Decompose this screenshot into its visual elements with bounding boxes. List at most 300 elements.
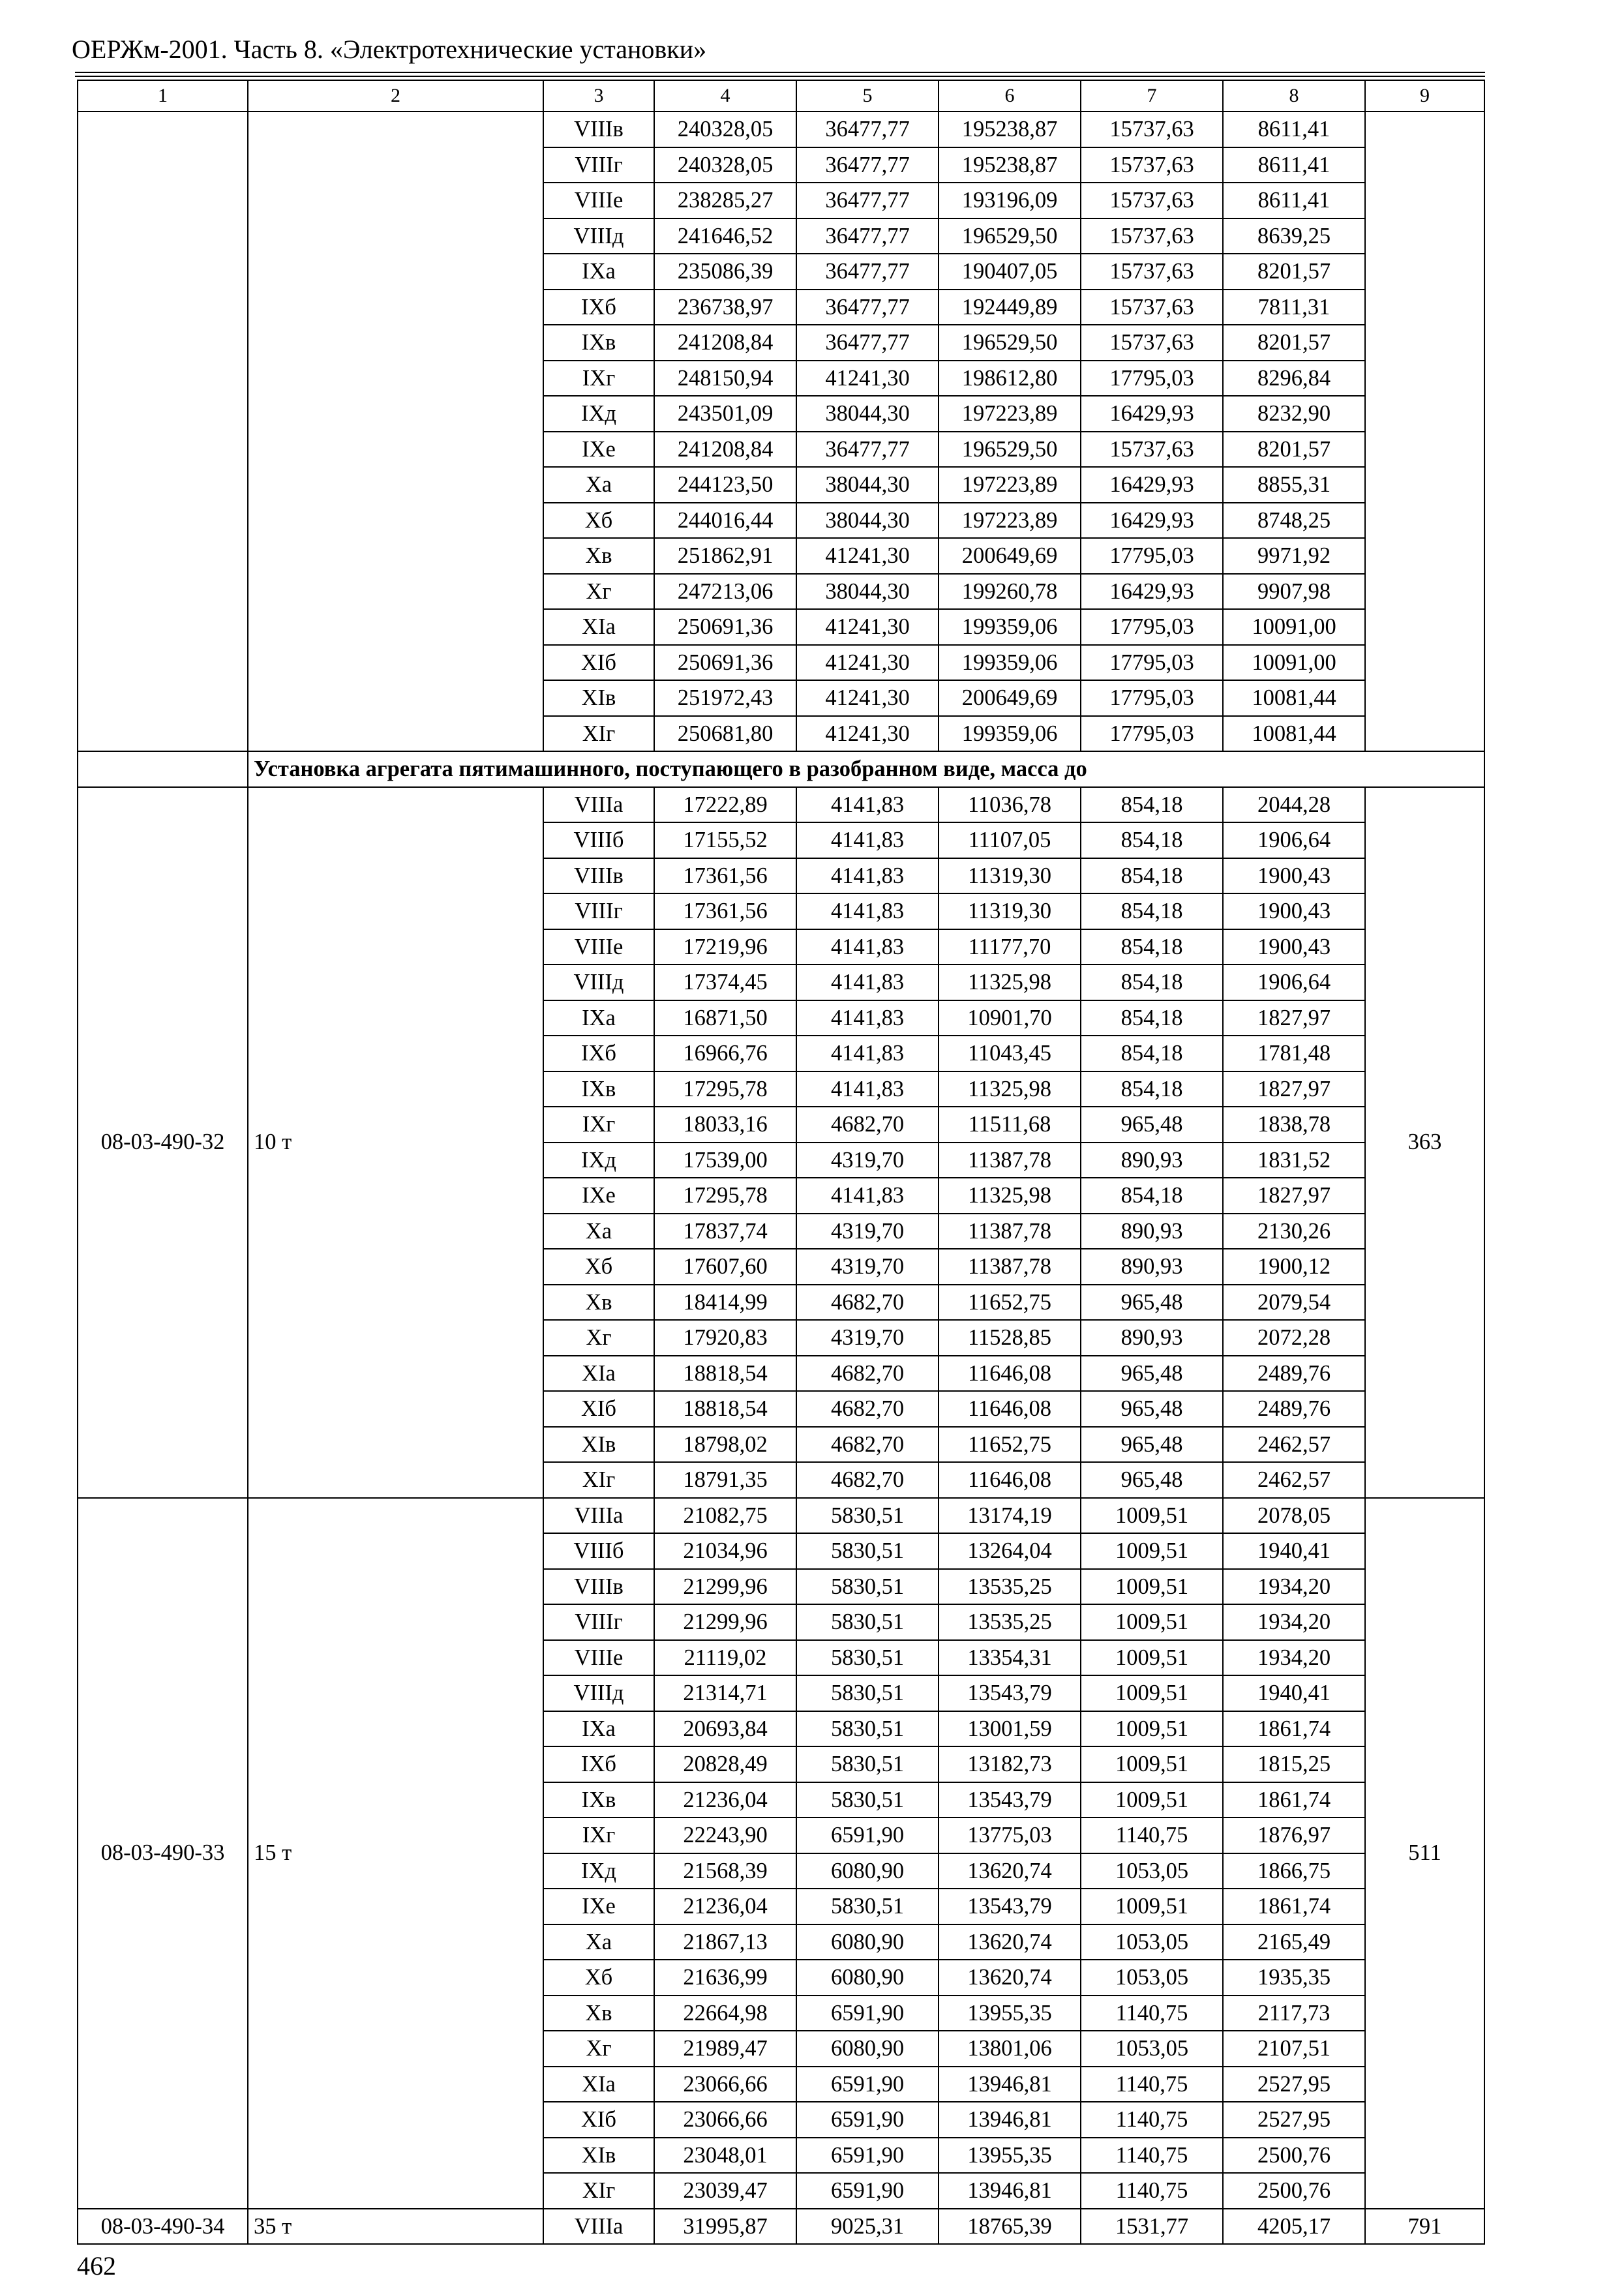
- section-title: Установка агрегата пятимашинного, поступающего в разобранном виде, масса до: [248, 751, 1484, 787]
- machines-cell: 192449,89: [939, 290, 1081, 325]
- wages-cell: 4319,70: [796, 1143, 939, 1178]
- wages-cell: 4141,83: [796, 787, 939, 823]
- machines-cell: 13001,59: [939, 1711, 1081, 1747]
- total-cost-cell: 21989,47: [654, 2031, 796, 2067]
- machines-cell: 199260,78: [939, 574, 1081, 610]
- materials-cell: 1866,75: [1223, 1853, 1365, 1889]
- machines-cell: 11646,08: [939, 1462, 1081, 1498]
- extra-cell: 363: [1365, 787, 1484, 1498]
- header-rule: [75, 72, 1485, 73]
- machines-cell: 13620,74: [939, 1960, 1081, 1996]
- materials-cell: 9971,92: [1223, 538, 1365, 574]
- wages-cell: 38044,30: [796, 467, 939, 503]
- wages-cell: 6591,90: [796, 2067, 939, 2102]
- materials-cell: 2489,76: [1223, 1391, 1365, 1427]
- operators-wages-cell: 17795,03: [1081, 645, 1223, 681]
- total-cost-cell: 240328,05: [654, 112, 796, 147]
- total-cost-cell: 23048,01: [654, 2138, 796, 2174]
- materials-cell: 8201,57: [1223, 432, 1365, 468]
- wages-cell: 36477,77: [796, 112, 939, 147]
- materials-cell: 2527,95: [1223, 2067, 1365, 2102]
- operators-wages-cell: 15737,63: [1081, 218, 1223, 254]
- wages-cell: 38044,30: [796, 396, 939, 432]
- machines-cell: 13620,74: [939, 1924, 1081, 1960]
- zone-cell: VIIIд: [543, 1675, 654, 1711]
- total-cost-cell: 240328,05: [654, 147, 796, 183]
- operators-wages-cell: 854,18: [1081, 1071, 1223, 1107]
- materials-cell: 8748,25: [1223, 503, 1365, 539]
- machines-cell: 197223,89: [939, 467, 1081, 503]
- section-header-row: [78, 751, 1484, 787]
- total-cost-cell: 23066,66: [654, 2102, 796, 2138]
- zone-cell: Xв: [543, 1285, 654, 1321]
- machines-cell: 13955,35: [939, 1996, 1081, 2031]
- wages-cell: 41241,30: [796, 645, 939, 681]
- total-cost-cell: 18818,54: [654, 1391, 796, 1427]
- name-cell: [248, 112, 543, 751]
- machines-cell: 195238,87: [939, 147, 1081, 183]
- total-cost-cell: 250691,36: [654, 645, 796, 681]
- wages-cell: 36477,77: [796, 183, 939, 218]
- operators-wages-cell: 15737,63: [1081, 432, 1223, 468]
- zone-cell: VIIIг: [543, 147, 654, 183]
- total-cost-cell: 17920,83: [654, 1320, 796, 1356]
- operators-wages-cell: 1053,05: [1081, 1924, 1223, 1960]
- operators-wages-cell: 1009,51: [1081, 1569, 1223, 1605]
- total-cost-cell: 22243,90: [654, 1818, 796, 1853]
- wages-cell: 5830,51: [796, 1640, 939, 1676]
- materials-cell: 4205,17: [1223, 2209, 1365, 2245]
- operators-wages-cell: 890,93: [1081, 1320, 1223, 1356]
- total-cost-cell: 243501,09: [654, 396, 796, 432]
- materials-cell: 1900,43: [1223, 893, 1365, 929]
- zone-cell: XIг: [543, 2173, 654, 2209]
- total-cost-cell: 16871,50: [654, 1000, 796, 1036]
- wages-cell: 5830,51: [796, 1569, 939, 1605]
- total-cost-cell: 17374,45: [654, 965, 796, 1000]
- zone-cell: IXг: [543, 1818, 654, 1853]
- total-cost-cell: 23066,66: [654, 2067, 796, 2102]
- wages-cell: 4682,70: [796, 1285, 939, 1321]
- machines-cell: 196529,50: [939, 218, 1081, 254]
- wages-cell: 5830,51: [796, 1782, 939, 1818]
- materials-cell: 1934,20: [1223, 1640, 1365, 1676]
- zone-cell: VIIIе: [543, 183, 654, 218]
- machines-cell: 13955,35: [939, 2138, 1081, 2174]
- machines-cell: 199359,06: [939, 645, 1081, 681]
- machines-cell: 199359,06: [939, 716, 1081, 752]
- total-cost-cell: 16966,76: [654, 1036, 796, 1071]
- operators-wages-cell: 15737,63: [1081, 254, 1223, 290]
- machines-cell: 13543,79: [939, 1675, 1081, 1711]
- column-number: 6: [939, 80, 1081, 112]
- name-cell: 10 т: [248, 787, 543, 1498]
- wages-cell: 4141,83: [796, 1000, 939, 1036]
- section-left-cell: [78, 751, 248, 787]
- wages-cell: 38044,30: [796, 503, 939, 539]
- materials-cell: 2500,76: [1223, 2138, 1365, 2174]
- wages-cell: 4319,70: [796, 1249, 939, 1285]
- materials-cell: 1876,97: [1223, 1818, 1365, 1853]
- materials-cell: 8611,41: [1223, 147, 1365, 183]
- machines-cell: 13801,06: [939, 2031, 1081, 2067]
- code-cell: 08-03-490-33: [78, 1498, 248, 2209]
- wages-cell: 6080,90: [796, 1924, 939, 1960]
- wages-cell: 4141,83: [796, 965, 939, 1000]
- column-number-row: [78, 80, 1484, 112]
- wages-cell: 38044,30: [796, 574, 939, 610]
- materials-cell: 1906,64: [1223, 822, 1365, 858]
- materials-cell: 1838,78: [1223, 1107, 1365, 1143]
- materials-cell: 1815,25: [1223, 1746, 1365, 1782]
- zone-cell: IXе: [543, 432, 654, 468]
- machines-cell: 11043,45: [939, 1036, 1081, 1071]
- wages-cell: 5830,51: [796, 1604, 939, 1640]
- wages-cell: 6591,90: [796, 2173, 939, 2209]
- operators-wages-cell: 1140,75: [1081, 2138, 1223, 2174]
- zone-cell: Xб: [543, 1249, 654, 1285]
- zone-cell: Xа: [543, 1214, 654, 1249]
- machines-cell: 200649,69: [939, 680, 1081, 716]
- materials-cell: 2462,57: [1223, 1427, 1365, 1463]
- wages-cell: 4141,83: [796, 893, 939, 929]
- operators-wages-cell: 1009,51: [1081, 1533, 1223, 1569]
- operators-wages-cell: 854,18: [1081, 858, 1223, 894]
- total-cost-cell: 20828,49: [654, 1746, 796, 1782]
- zone-cell: VIIIа: [543, 1498, 654, 1534]
- machines-cell: 11646,08: [939, 1391, 1081, 1427]
- total-cost-cell: 17155,52: [654, 822, 796, 858]
- materials-cell: 2072,28: [1223, 1320, 1365, 1356]
- zone-cell: VIIIг: [543, 893, 654, 929]
- materials-cell: 2500,76: [1223, 2173, 1365, 2209]
- total-cost-cell: 20693,84: [654, 1711, 796, 1747]
- materials-cell: 8201,57: [1223, 254, 1365, 290]
- wages-cell: 36477,77: [796, 325, 939, 361]
- wages-cell: 6591,90: [796, 1818, 939, 1853]
- total-cost-cell: 244123,50: [654, 467, 796, 503]
- zone-cell: XIв: [543, 1427, 654, 1463]
- materials-cell: 1861,74: [1223, 1889, 1365, 1924]
- wages-cell: 6591,90: [796, 2138, 939, 2174]
- total-cost-cell: 23039,47: [654, 2173, 796, 2209]
- total-cost-cell: 22664,98: [654, 1996, 796, 2031]
- zone-cell: VIIIб: [543, 822, 654, 858]
- wages-cell: 4141,83: [796, 858, 939, 894]
- wages-cell: 36477,77: [796, 218, 939, 254]
- wages-cell: 4682,70: [796, 1462, 939, 1498]
- column-number: 8: [1223, 80, 1365, 112]
- total-cost-cell: 21636,99: [654, 1960, 796, 1996]
- machines-cell: 198612,80: [939, 361, 1081, 396]
- zone-cell: Xг: [543, 1320, 654, 1356]
- operators-wages-cell: 1531,77: [1081, 2209, 1223, 2245]
- total-cost-cell: 235086,39: [654, 254, 796, 290]
- wages-cell: 6080,90: [796, 2031, 939, 2067]
- zone-cell: IXд: [543, 396, 654, 432]
- total-cost-cell: 241208,84: [654, 325, 796, 361]
- wages-cell: 4319,70: [796, 1320, 939, 1356]
- zone-cell: IXг: [543, 361, 654, 396]
- total-cost-cell: 248150,94: [654, 361, 796, 396]
- operators-wages-cell: 890,93: [1081, 1249, 1223, 1285]
- operators-wages-cell: 854,18: [1081, 1000, 1223, 1036]
- operators-wages-cell: 854,18: [1081, 787, 1223, 823]
- machines-cell: 11319,30: [939, 858, 1081, 894]
- header-rule-thin: [75, 76, 1485, 77]
- zone-cell: Xг: [543, 574, 654, 610]
- machines-cell: 11387,78: [939, 1143, 1081, 1178]
- total-cost-cell: 17539,00: [654, 1143, 796, 1178]
- materials-cell: 8639,25: [1223, 218, 1365, 254]
- materials-cell: 2462,57: [1223, 1462, 1365, 1498]
- total-cost-cell: 17222,89: [654, 787, 796, 823]
- zone-cell: IXе: [543, 1178, 654, 1214]
- operators-wages-cell: 854,18: [1081, 929, 1223, 965]
- total-cost-cell: 21867,13: [654, 1924, 796, 1960]
- machines-cell: 13543,79: [939, 1889, 1081, 1924]
- extra-cell: [1365, 112, 1484, 751]
- column-number: 5: [796, 80, 939, 112]
- zone-cell: IXв: [543, 1782, 654, 1818]
- zone-cell: Xб: [543, 1960, 654, 1996]
- operators-wages-cell: 965,48: [1081, 1391, 1223, 1427]
- zone-cell: IXа: [543, 1000, 654, 1036]
- operators-wages-cell: 1009,51: [1081, 1498, 1223, 1534]
- zone-cell: IXд: [543, 1853, 654, 1889]
- operators-wages-cell: 965,48: [1081, 1356, 1223, 1392]
- machines-cell: 11325,98: [939, 1178, 1081, 1214]
- column-number: 3: [543, 80, 654, 112]
- materials-cell: 9907,98: [1223, 574, 1365, 610]
- zone-cell: XIа: [543, 609, 654, 645]
- machines-cell: 199359,06: [939, 609, 1081, 645]
- wages-cell: 4141,83: [796, 1036, 939, 1071]
- wages-cell: 6591,90: [796, 2102, 939, 2138]
- operators-wages-cell: 16429,93: [1081, 574, 1223, 610]
- total-cost-cell: 21568,39: [654, 1853, 796, 1889]
- total-cost-cell: 17837,74: [654, 1214, 796, 1249]
- operators-wages-cell: 17795,03: [1081, 716, 1223, 752]
- operators-wages-cell: 854,18: [1081, 893, 1223, 929]
- materials-cell: 1900,12: [1223, 1249, 1365, 1285]
- operators-wages-cell: 890,93: [1081, 1214, 1223, 1249]
- materials-cell: 10081,44: [1223, 716, 1365, 752]
- zone-cell: IXа: [543, 1711, 654, 1747]
- zone-cell: Xб: [543, 503, 654, 539]
- machines-cell: 11528,85: [939, 1320, 1081, 1356]
- total-cost-cell: 18791,35: [654, 1462, 796, 1498]
- total-cost-cell: 17607,60: [654, 1249, 796, 1285]
- total-cost-cell: 250681,80: [654, 716, 796, 752]
- operators-wages-cell: 1009,51: [1081, 1782, 1223, 1818]
- operators-wages-cell: 1009,51: [1081, 1889, 1223, 1924]
- wages-cell: 36477,77: [796, 147, 939, 183]
- machines-cell: 13174,19: [939, 1498, 1081, 1534]
- total-cost-cell: 21236,04: [654, 1889, 796, 1924]
- code-cell: [78, 112, 248, 751]
- wages-cell: 41241,30: [796, 361, 939, 396]
- total-cost-cell: 241208,84: [654, 432, 796, 468]
- operators-wages-cell: 1053,05: [1081, 2031, 1223, 2067]
- total-cost-cell: 21082,75: [654, 1498, 796, 1534]
- machines-cell: 190407,05: [939, 254, 1081, 290]
- materials-cell: 8611,41: [1223, 183, 1365, 218]
- operators-wages-cell: 1009,51: [1081, 1604, 1223, 1640]
- zone-cell: VIIIе: [543, 1640, 654, 1676]
- machines-cell: 11387,78: [939, 1214, 1081, 1249]
- materials-cell: 2527,95: [1223, 2102, 1365, 2138]
- total-cost-cell: 241646,52: [654, 218, 796, 254]
- materials-cell: 1781,48: [1223, 1036, 1365, 1071]
- machines-cell: 11177,70: [939, 929, 1081, 965]
- operators-wages-cell: 965,48: [1081, 1427, 1223, 1463]
- zone-cell: VIIIд: [543, 218, 654, 254]
- wages-cell: 4319,70: [796, 1214, 939, 1249]
- total-cost-cell: 244016,44: [654, 503, 796, 539]
- operators-wages-cell: 15737,63: [1081, 325, 1223, 361]
- machines-cell: 11107,05: [939, 822, 1081, 858]
- zone-cell: IXг: [543, 1107, 654, 1143]
- zone-cell: Xа: [543, 1924, 654, 1960]
- zone-cell: IXа: [543, 254, 654, 290]
- machines-cell: 13946,81: [939, 2067, 1081, 2102]
- wages-cell: 4141,83: [796, 822, 939, 858]
- zone-cell: VIIIе: [543, 929, 654, 965]
- wages-cell: 5830,51: [796, 1889, 939, 1924]
- zone-cell: VIIIв: [543, 1569, 654, 1605]
- materials-cell: 1900,43: [1223, 858, 1365, 894]
- total-cost-cell: 21236,04: [654, 1782, 796, 1818]
- zone-cell: Xа: [543, 467, 654, 503]
- machines-cell: 13354,31: [939, 1640, 1081, 1676]
- machines-cell: 11652,75: [939, 1427, 1081, 1463]
- machines-cell: 13543,79: [939, 1782, 1081, 1818]
- wages-cell: 5830,51: [796, 1675, 939, 1711]
- materials-cell: 2117,73: [1223, 1996, 1365, 2031]
- operators-wages-cell: 17795,03: [1081, 609, 1223, 645]
- total-cost-cell: 21299,96: [654, 1569, 796, 1605]
- materials-cell: 8296,84: [1223, 361, 1365, 396]
- table-row: [78, 787, 1484, 823]
- materials-cell: 10091,00: [1223, 645, 1365, 681]
- operators-wages-cell: 1053,05: [1081, 1853, 1223, 1889]
- machines-cell: 197223,89: [939, 503, 1081, 539]
- wages-cell: 4141,83: [796, 1071, 939, 1107]
- zone-cell: XIб: [543, 1391, 654, 1427]
- operators-wages-cell: 17795,03: [1081, 361, 1223, 396]
- materials-cell: 1827,97: [1223, 1071, 1365, 1107]
- materials-cell: 8855,31: [1223, 467, 1365, 503]
- extra-cell: 511: [1365, 1498, 1484, 2209]
- machines-cell: 11036,78: [939, 787, 1081, 823]
- machines-cell: 200649,69: [939, 538, 1081, 574]
- total-cost-cell: 21314,71: [654, 1675, 796, 1711]
- machines-cell: 13946,81: [939, 2173, 1081, 2209]
- wages-cell: 4682,70: [796, 1356, 939, 1392]
- materials-cell: 2044,28: [1223, 787, 1365, 823]
- name-cell: 15 т: [248, 1498, 543, 2209]
- total-cost-cell: 31995,87: [654, 2209, 796, 2245]
- zone-cell: XIг: [543, 716, 654, 752]
- materials-cell: 1827,97: [1223, 1000, 1365, 1036]
- zone-cell: VIIIд: [543, 965, 654, 1000]
- zone-cell: VIIIа: [543, 787, 654, 823]
- zone-cell: IXб: [543, 290, 654, 325]
- total-cost-cell: 21299,96: [654, 1604, 796, 1640]
- machines-cell: 13535,25: [939, 1604, 1081, 1640]
- zone-cell: IXд: [543, 1143, 654, 1178]
- materials-cell: 1940,41: [1223, 1675, 1365, 1711]
- operators-wages-cell: 16429,93: [1081, 467, 1223, 503]
- page-number: 462: [77, 2251, 116, 2281]
- operators-wages-cell: 1140,75: [1081, 1996, 1223, 2031]
- materials-cell: 1906,64: [1223, 965, 1365, 1000]
- code-cell: 08-03-490-32: [78, 787, 248, 1498]
- wages-cell: 4141,83: [796, 929, 939, 965]
- total-cost-cell: 17219,96: [654, 929, 796, 965]
- machines-cell: 11646,08: [939, 1356, 1081, 1392]
- operators-wages-cell: 965,48: [1081, 1107, 1223, 1143]
- operators-wages-cell: 16429,93: [1081, 396, 1223, 432]
- total-cost-cell: 247213,06: [654, 574, 796, 610]
- operators-wages-cell: 1009,51: [1081, 1675, 1223, 1711]
- wages-cell: 4141,83: [796, 1178, 939, 1214]
- materials-cell: 1934,20: [1223, 1569, 1365, 1605]
- operators-wages-cell: 1009,51: [1081, 1640, 1223, 1676]
- wages-cell: 41241,30: [796, 680, 939, 716]
- zone-cell: VIIIв: [543, 858, 654, 894]
- wages-cell: 5830,51: [796, 1711, 939, 1747]
- code-cell: 08-03-490-34: [78, 2209, 248, 2245]
- total-cost-cell: 21034,96: [654, 1533, 796, 1569]
- materials-cell: 8201,57: [1223, 325, 1365, 361]
- operators-wages-cell: 1140,75: [1081, 2067, 1223, 2102]
- operators-wages-cell: 16429,93: [1081, 503, 1223, 539]
- operators-wages-cell: 1009,51: [1081, 1746, 1223, 1782]
- materials-cell: 2079,54: [1223, 1285, 1365, 1321]
- total-cost-cell: 17361,56: [654, 893, 796, 929]
- extra-cell: 791: [1365, 2209, 1484, 2245]
- zone-cell: XIа: [543, 2067, 654, 2102]
- total-cost-cell: 21119,02: [654, 1640, 796, 1676]
- wages-cell: 5830,51: [796, 1498, 939, 1534]
- total-cost-cell: 238285,27: [654, 183, 796, 218]
- machines-cell: 18765,39: [939, 2209, 1081, 2245]
- wages-cell: 36477,77: [796, 432, 939, 468]
- table-row: [78, 1498, 1484, 1534]
- operators-wages-cell: 1053,05: [1081, 1960, 1223, 1996]
- wages-cell: 41241,30: [796, 538, 939, 574]
- wages-cell: 6080,90: [796, 1853, 939, 1889]
- zone-cell: IXв: [543, 325, 654, 361]
- zone-cell: VIIIб: [543, 1533, 654, 1569]
- machines-cell: 13535,25: [939, 1569, 1081, 1605]
- table-row: [78, 112, 1484, 147]
- materials-cell: 1831,52: [1223, 1143, 1365, 1178]
- machines-cell: 13775,03: [939, 1818, 1081, 1853]
- materials-cell: 10081,44: [1223, 680, 1365, 716]
- total-cost-cell: 17295,78: [654, 1178, 796, 1214]
- zone-cell: Xв: [543, 1996, 654, 2031]
- total-cost-cell: 251862,91: [654, 538, 796, 574]
- materials-cell: 1861,74: [1223, 1711, 1365, 1747]
- column-number: 9: [1365, 80, 1484, 112]
- machines-cell: 11325,98: [939, 1071, 1081, 1107]
- zone-cell: XIг: [543, 1462, 654, 1498]
- wages-cell: 4682,70: [796, 1427, 939, 1463]
- total-cost-cell: 18798,02: [654, 1427, 796, 1463]
